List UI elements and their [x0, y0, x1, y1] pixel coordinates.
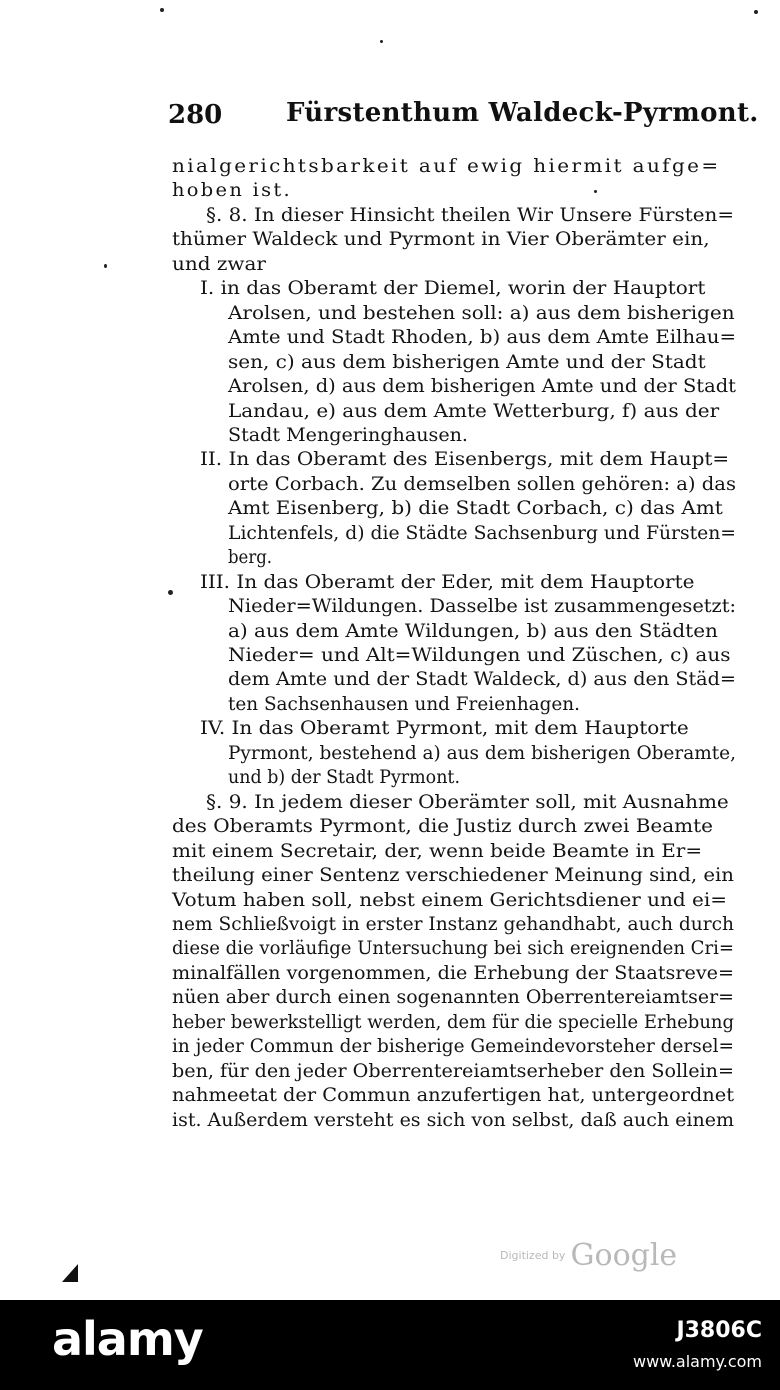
text-line: nem Schließvoigt in erster Instanz gehandhabt, auch durch: [172, 913, 734, 935]
text-line: hoben ist.: [172, 180, 292, 202]
text-line: diese die vorläufige Untersuchung bei sich ereignenden Cri=: [172, 938, 734, 960]
text-line: Nieder= und Alt=Wildungen und Züschen, c) aus: [228, 645, 731, 666]
text-line: ist. Außerdem versteht es sich von selbst, daß auch einem: [172, 1109, 734, 1131]
text-line: thümer Waldeck und Pyrmont in Vier Oberämter ein,: [172, 229, 710, 251]
text-line: berg.: [228, 547, 272, 569]
text-line: Nieder=Wildungen. Dasselbe ist zusammengesetzt:: [228, 596, 736, 618]
image-id: J3806C: [676, 1318, 762, 1343]
ink-speck: [380, 40, 383, 43]
footer-url: www.alamy.com: [633, 1352, 762, 1371]
text-line: Amte und Stadt Rhoden, b) aus dem Amte Eilhau=: [228, 327, 736, 349]
ink-speck: [160, 8, 164, 12]
text-line: Lichtenfels, d) die Städte Sachsenburg und Fürsten=: [228, 522, 736, 544]
text-line: und b) der Stadt Pyrmont.: [228, 767, 460, 789]
text-line: des Oberamts Pyrmont, die Justiz durch zwei Beamte: [172, 816, 713, 838]
google-wordmark: Google: [570, 1238, 678, 1273]
ink-speck: [104, 264, 107, 268]
text-line: §. 8. In dieser Hinsicht theilen Wir Unsere Fürsten=: [206, 204, 734, 226]
text-line: Landau, e) aus dem Amte Wetterburg, f) aus der: [228, 400, 720, 422]
digitized-by-label: Digitized by: [500, 1249, 566, 1262]
text-line: nahmeetat der Commun anzufertigen hat, untergeordnet: [172, 1085, 734, 1107]
text-line: §. 9. In jedem dieser Oberämter soll, mit Ausnahme: [206, 791, 729, 813]
text-line: in jeder Commun der bisherige Gemeindevorsteher dersel=: [172, 1036, 734, 1058]
text-line: sen, c) aus dem bisherigen Amte und der Stadt: [228, 351, 706, 373]
text-line: und zwar: [172, 253, 266, 275]
text-line: orte Corbach. Zu demselben sollen gehören: a) das: [228, 473, 736, 495]
page-number: 280: [168, 100, 223, 130]
text-line: ben, für den jeder Oberrentereiamtserheber den Sollein=: [172, 1060, 734, 1082]
stock-footer-bar: [0, 1300, 780, 1390]
text-line: dem Amte und der Stadt Waldeck, d) aus den Städ=: [228, 669, 736, 691]
text-line: Votum haben soll, nebst einem Gerichtsdiener und ei=: [172, 889, 728, 911]
text-line: III. In das Oberamt der Eder, mit dem Hauptorte: [200, 571, 695, 593]
text-line: minalfällen vorgenommen, die Erhebung der Staatsreve=: [172, 962, 734, 984]
text-line: nialgerichtsbarkeit auf ewig hiermit aufge=: [172, 156, 721, 177]
running-header: [168, 96, 759, 136]
text-line: Stadt Mengeringhausen.: [228, 424, 468, 446]
running-title: Fürstenthum Waldeck-Pyrmont.: [286, 98, 759, 128]
text-line: IV. In das Oberamt Pyrmont, mit dem Hauptorte: [200, 718, 689, 740]
ink-speck: [594, 190, 597, 193]
text-line: Arolsen, und bestehen soll: a) aus dem bisherigen: [228, 302, 735, 324]
text-line: nüen aber durch einen sogenannten Oberrentereiamtser=: [172, 987, 734, 1009]
ink-speck: [168, 590, 173, 595]
text-line: Arolsen, d) aus dem bisherigen Amte und der Stadt: [228, 376, 736, 398]
text-line: II. In das Oberamt des Eisenbergs, mit dem Haupt=: [200, 449, 730, 471]
text-line: heber bewerkstelligt werden, dem für die specielle Erhebung: [172, 1011, 734, 1033]
text-line: ten Sachsenhausen und Freienhagen.: [228, 693, 580, 715]
corner-triangle-icon: [62, 1264, 78, 1282]
ink-speck: [754, 10, 758, 14]
text-line: theilung einer Sentenz verschiedener Meinung sind, ein: [172, 865, 734, 887]
text-line: Pyrmont, bestehend a) aus dem bisherigen Oberamte,: [228, 742, 736, 764]
text-line: I. in das Oberamt der Diemel, worin der Hauptort: [200, 278, 706, 300]
google-watermark: [500, 1238, 677, 1273]
text-line: mit einem Secretair, der, wenn beide Beamte in Er=: [172, 840, 703, 862]
text-line: Amt Eisenberg, b) die Stadt Corbach, c) das Amt: [228, 498, 723, 520]
text-line: a) aus dem Amte Wildungen, b) aus den Städten: [228, 620, 718, 642]
alamy-logo: alamy: [52, 1312, 203, 1366]
